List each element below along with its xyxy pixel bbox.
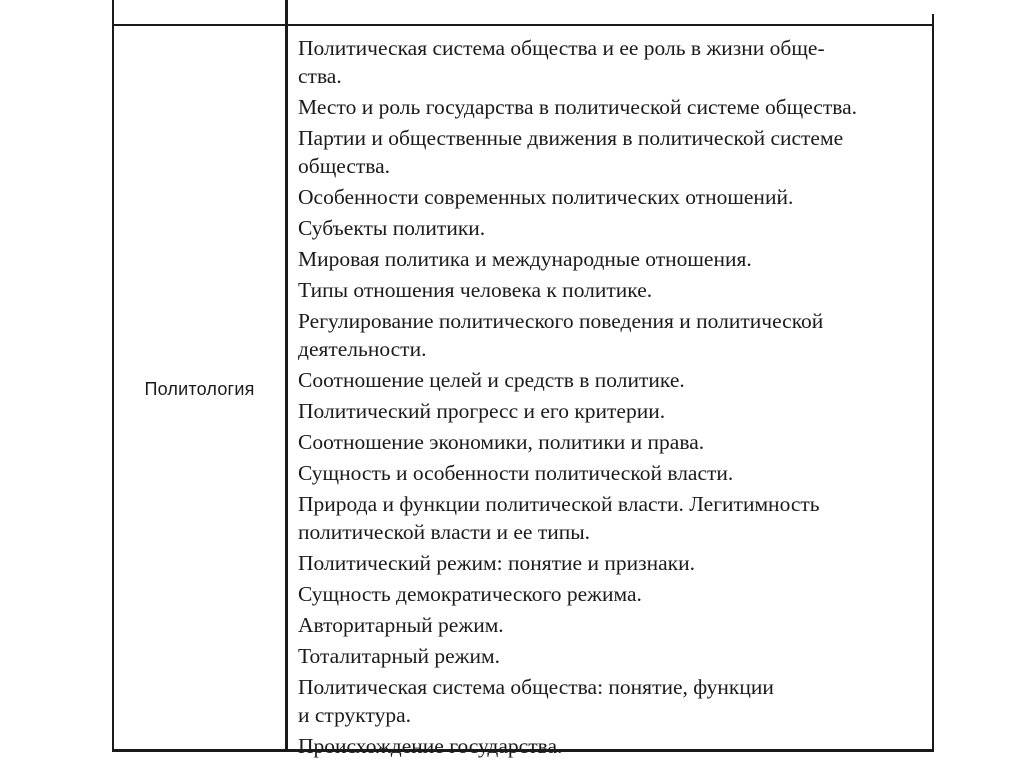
topic-line: общества. <box>298 154 391 178</box>
topic-item <box>298 245 928 273</box>
topic-line: политической власти и ее типы. <box>298 520 591 544</box>
topic-item <box>298 549 928 577</box>
table-column-divider <box>285 0 288 752</box>
topic-item <box>298 34 928 90</box>
topic-item <box>298 459 928 487</box>
subject-label: Политология <box>144 379 255 399</box>
topic-line: Сущность демократического режима. <box>298 582 642 606</box>
topic-item <box>298 214 928 242</box>
topic-line: и структура. <box>298 703 411 727</box>
topic-line: деятельности. <box>298 337 427 361</box>
topic-line: Политический прогресс и его критерии. <box>298 399 666 423</box>
topic-line: Типы отношения человека к политике. <box>298 278 653 302</box>
topic-line: Партии и общественные движения в политической системе <box>298 126 844 150</box>
topics-cell <box>298 34 928 763</box>
topic-line: Сущность и особенности политической власти. <box>298 461 734 485</box>
topic-item <box>298 183 928 211</box>
topic-item <box>298 428 928 456</box>
topic-item <box>298 611 928 639</box>
topic-line: Регулирование политического поведения и политической <box>298 309 824 333</box>
topic-item <box>298 307 928 363</box>
topic-line: ства. <box>298 64 342 88</box>
subject-cell <box>114 26 285 749</box>
topic-item <box>298 124 928 180</box>
topic-line: Особенности современных политических отношений. <box>298 185 794 209</box>
topic-item <box>298 490 928 546</box>
topic-line: Соотношение целей и средств в политике. <box>298 368 685 392</box>
topic-item <box>298 276 928 304</box>
topic-item <box>298 397 928 425</box>
topic-line: Природа и функции политической власти. Легитимность <box>298 492 820 516</box>
topic-item <box>298 580 928 608</box>
topic-line: Мировая политика и международные отношения. <box>298 247 752 271</box>
topic-item <box>298 366 928 394</box>
topic-line: Политический режим: понятие и признаки. <box>298 551 695 575</box>
topic-item <box>298 673 928 729</box>
topic-item <box>298 93 928 121</box>
topic-line: Тоталитарный режим. <box>298 644 501 668</box>
topic-item <box>298 732 928 760</box>
table-right-border <box>932 14 934 752</box>
topic-line: Происхождение государства. <box>298 734 563 758</box>
topic-line: Субъекты политики. <box>298 216 486 240</box>
topic-line: Политическая система общества и ее роль в жизни обще- <box>298 36 825 60</box>
topic-line: Соотношение экономики, политики и права. <box>298 430 705 454</box>
topic-item <box>298 642 928 670</box>
topic-line: Место и роль государства в политической системе общества. <box>298 95 858 119</box>
topic-line: Политическая система общества: понятие, функции <box>298 675 774 699</box>
topic-line: Авторитарный режим. <box>298 613 504 637</box>
